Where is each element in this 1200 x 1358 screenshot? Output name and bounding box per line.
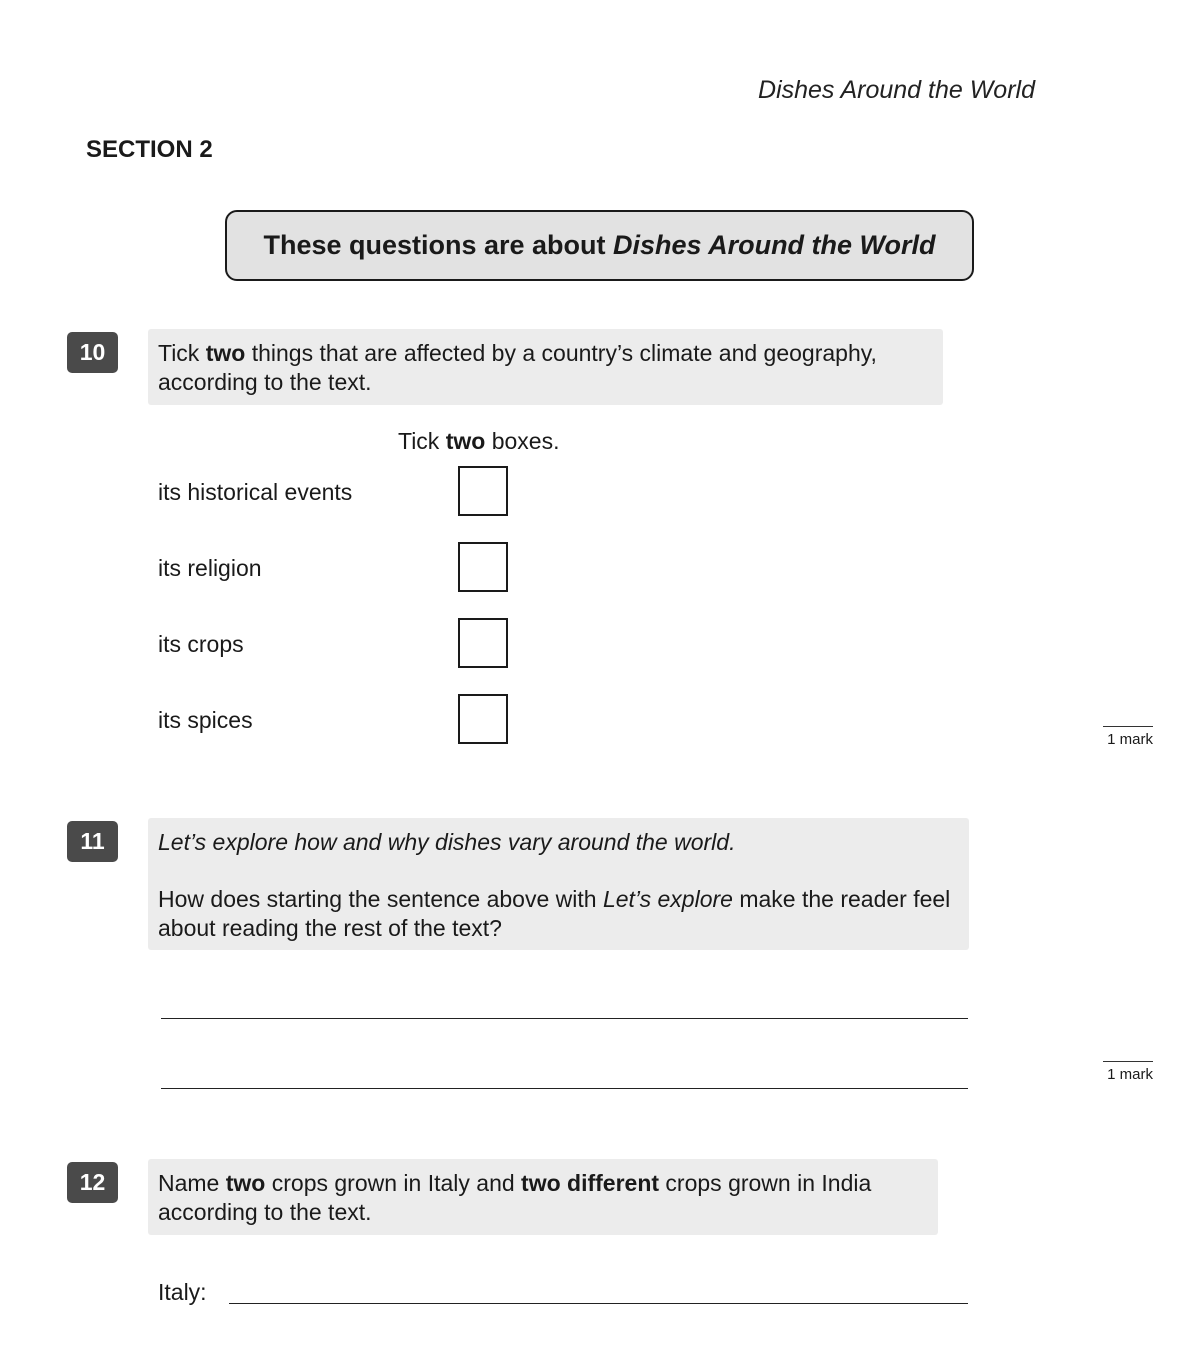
banner-title: Dishes Around the World	[613, 230, 936, 260]
tick-instruction-end: boxes.	[485, 428, 560, 454]
q11-quote: Let’s explore how and why dishes vary around the world.	[158, 829, 736, 855]
answer-line[interactable]	[161, 1018, 968, 1019]
question-12-prompt	[148, 1159, 938, 1235]
tick-box-spices[interactable]	[458, 694, 508, 744]
section-label: SECTION 2	[86, 136, 213, 163]
running-title: Dishes Around the World	[758, 76, 1035, 104]
q12-text-mid: crops grown in Italy and	[265, 1170, 522, 1196]
question-11-prompt	[148, 818, 969, 950]
banner-text: These questions are about	[263, 230, 614, 260]
q12-emphasis: two	[225, 1170, 266, 1196]
q10-text: Tick	[158, 340, 206, 366]
q11-text-rest: make the reader feel about reading the rest of the text?	[158, 886, 957, 941]
italy-label: Italy:	[158, 1279, 207, 1305]
q10-text-rest: things that are affected by a country’s climate and geography, according to the text.	[158, 340, 884, 395]
question-number-12: 12	[67, 1162, 118, 1203]
option-label: its historical events	[158, 479, 353, 505]
tick-instruction	[398, 428, 559, 455]
q12-text: Name	[158, 1170, 226, 1196]
answer-line[interactable]	[161, 1088, 968, 1089]
q12-emphasis-2: two different	[521, 1170, 660, 1196]
mark-text: 1 mark	[1107, 731, 1153, 748]
mark-text: 1 mark	[1107, 1066, 1153, 1083]
q12-text-rest: crops grown in India according to the text.	[158, 1170, 878, 1225]
mark-rule	[1103, 1061, 1153, 1062]
tick-instruction-text: Tick	[398, 428, 446, 454]
tick-box-historical-events[interactable]	[458, 466, 508, 516]
question-number-11: 11	[67, 821, 118, 862]
mark-rule	[1103, 726, 1153, 727]
italy-answer-line[interactable]	[229, 1303, 968, 1304]
tick-box-crops[interactable]	[458, 618, 508, 668]
option-label: its spices	[158, 707, 253, 733]
option-label: its religion	[158, 555, 262, 581]
mark-indicator-q11	[1103, 1061, 1153, 1083]
question-10-prompt	[148, 329, 943, 405]
q11-emphasis: Let’s explore	[602, 886, 733, 912]
q11-text: How does starting the sentence above with	[158, 886, 603, 912]
q10-emphasis: two	[205, 340, 246, 366]
option-label: its crops	[158, 631, 244, 657]
tick-box-religion[interactable]	[458, 542, 508, 592]
tick-instruction-emphasis: two	[445, 428, 486, 454]
section-banner	[225, 210, 974, 281]
mark-indicator-q10	[1103, 726, 1153, 748]
question-number-10: 10	[67, 332, 118, 373]
